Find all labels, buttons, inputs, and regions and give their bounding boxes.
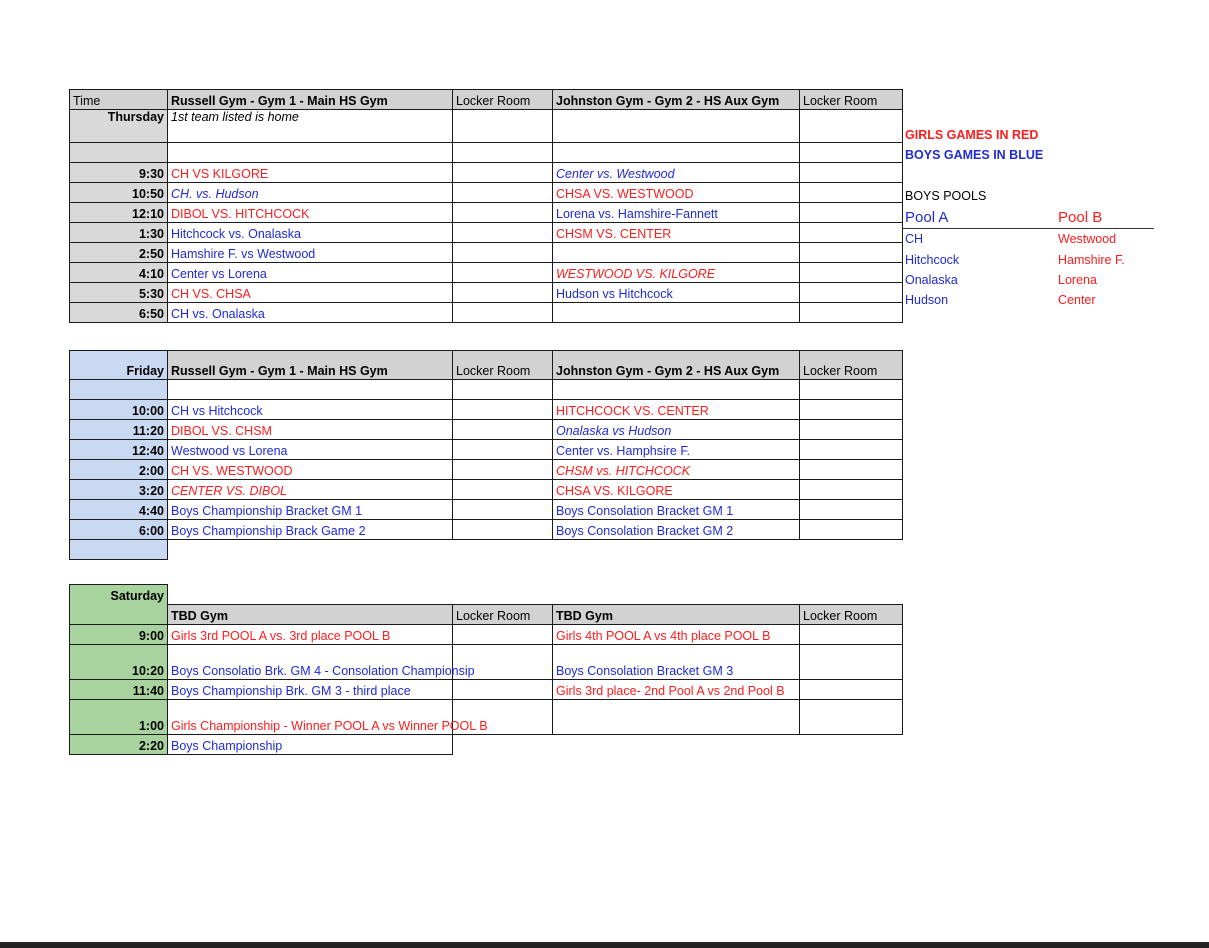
table-row [70,644,903,679]
thursday-schedule-table [69,89,903,323]
locker-cell [800,480,903,500]
locker-cell [800,520,903,540]
time-cell: 12:10 [70,203,168,223]
locker-cell [453,679,553,699]
table-row [70,303,903,323]
time-cell: 1:30 [70,223,168,243]
pool-b-team: Westwood [1058,232,1117,246]
locker-cell [453,223,553,243]
time-cell: 4:40 [70,500,168,520]
table-row [70,380,903,400]
gym2-column-header: Johnston Gym - Gym 2 - HS Aux Gym [553,90,800,110]
time-cell: 10:20 [70,644,168,679]
time-cell: 2:20 [70,734,168,754]
pool-b-team: Hamshire F. [1058,253,1125,267]
game-cell: Lorena vs. Hamshire-Fannett [553,203,800,223]
time-cell: 6:00 [70,520,168,540]
table-row [70,460,903,480]
pool-b-title: Pool B [1058,209,1103,226]
time-cell: 2:50 [70,243,168,263]
table-row [70,283,903,303]
girls-games-legend: GIRLS GAMES IN RED [905,128,1039,142]
time-cell [70,604,168,624]
friday-schedule-table [69,350,903,560]
locker-cell [800,500,903,520]
locker-cell [453,263,553,283]
locker-cell [453,500,553,520]
bottom-border-bar [0,942,1209,948]
locker-cell [800,283,903,303]
table-row [70,440,903,460]
time-cell: 6:50 [70,303,168,323]
table-row [70,263,903,283]
saturday-schedule-table [69,584,903,755]
time-cell: 10:50 [70,183,168,203]
game-cell: Hitchcock vs. Onalaska [168,223,453,243]
table-row [70,163,903,183]
game-cell: CH vs Hitchcock [168,400,453,420]
pool-b-team: Center [1058,293,1096,307]
locker-cell [800,420,903,440]
game-cell: CENTER VS. DIBOL [168,480,453,500]
game-cell: Center vs. Westwood [553,163,800,183]
time-cell: 2:00 [70,460,168,480]
game-cell: Girls 3rd POOL A vs. 3rd place POOL B [168,624,453,644]
game-cell: Boys Consolatio Brk. GM 4 - Consolation Championsip [168,644,453,679]
table-row [70,585,903,605]
locker-cell [800,203,903,223]
table-row [70,540,903,560]
boys-games-legend: BOYS GAMES IN BLUE [905,148,1044,162]
game-cell: Hamshire F. vs Westwood [168,243,453,263]
locker-cell [453,163,553,183]
game-cell [168,143,453,163]
gym2-column-header: Johnston Gym - Gym 2 - HS Aux Gym [553,351,800,380]
locker-cell [800,223,903,243]
table-row [70,500,903,520]
game-cell: Boys Consolation Bracket GM 3 [553,644,800,679]
game-cell: CH vs. Onalaska [168,303,453,323]
game-cell: CHSM vs. HITCHCOCK [553,460,800,480]
table-row [70,143,903,163]
locker-cell [800,183,903,203]
locker-cell [800,303,903,323]
game-cell: CHSM VS. CENTER [553,223,800,243]
time-cell [70,380,168,400]
locker-cell [453,624,553,644]
game-cell: Boys Championship Bracket GM 1 [168,500,453,520]
locker-cell [453,520,553,540]
game-cell: DIBOL VS. HITCHCOCK [168,203,453,223]
locker-cell [800,679,903,699]
game-cell: DIBOL VS. CHSM [168,420,453,440]
table-header-row [70,90,903,110]
locker1-column-header: Locker Room [453,90,553,110]
table-row [70,183,903,203]
game-cell: CH VS. CHSA [168,283,453,303]
locker-cell [453,400,553,420]
table-row [70,223,903,243]
table-row [70,734,903,754]
table-row [70,679,903,699]
game-cell: Boys Championship Brk. GM 3 - third place [168,679,453,699]
day-label: Thursday [70,110,168,143]
locker-cell [453,183,553,203]
locker-cell [800,644,903,679]
game-cell: Center vs Lorena [168,263,453,283]
game-cell [553,110,800,143]
locker-cell [453,243,553,263]
locker-cell [800,243,903,263]
game-cell [553,380,800,400]
time-cell: 12:40 [70,440,168,460]
home-team-note: 1st team listed is home [168,110,453,143]
locker-cell [453,203,553,223]
locker-cell [453,480,553,500]
pool-a-title: Pool A [905,209,949,226]
locker-cell [453,143,553,163]
game-cell: Girls 3rd place- 2nd Pool A vs 2nd Pool B [553,679,800,699]
gym2-column-header: TBD Gym [553,604,800,624]
table-row [70,624,903,644]
game-cell: CH VS KILGORE [168,163,453,183]
locker-cell [453,283,553,303]
locker2-column-header: Locker Room [800,90,903,110]
locker-cell [800,699,903,734]
table-row [70,203,903,223]
locker-cell [453,440,553,460]
locker-cell [800,110,903,143]
game-cell: Hudson vs Hitchcock [553,283,800,303]
time-cell [70,143,168,163]
pool-divider [902,228,1154,229]
locker-cell [453,110,553,143]
game-cell: CH VS. WESTWOOD [168,460,453,480]
locker1-column-header: Locker Room [453,351,553,380]
day-label: Saturday [70,585,168,605]
time-cell: 10:00 [70,400,168,420]
table-row [70,110,903,143]
locker-cell [453,420,553,440]
game-cell [553,699,800,734]
time-cell: 1:00 [70,699,168,734]
locker-cell [453,303,553,323]
game-cell: Girls 4th POOL A vs 4th place POOL B [553,624,800,644]
game-cell: CH. vs. Hudson [168,183,453,203]
table-row [70,520,903,540]
locker-cell [800,263,903,283]
locker2-column-header: Locker Room [800,604,903,624]
pool-a-team: CH [905,232,924,246]
locker-cell [453,460,553,480]
pool-a-team: Hudson [905,293,949,307]
game-cell: Center vs. Hamphsire F. [553,440,800,460]
game-cell: WESTWOOD VS. KILGORE [553,263,800,283]
game-cell [553,303,800,323]
locker-cell [800,380,903,400]
game-cell [553,143,800,163]
table-header-row [70,351,903,380]
table-row [70,699,903,734]
game-cell: CHSA VS. KILGORE [553,480,800,500]
pool-a-team: Onalaska [905,273,958,287]
table-header-row [70,604,903,624]
locker1-column-header: Locker Room [453,604,553,624]
time-cell [70,540,168,560]
time-cell: 3:20 [70,480,168,500]
game-cell [553,243,800,263]
game-cell: HITCHCOCK VS. CENTER [553,400,800,420]
locker-cell [453,380,553,400]
locker-cell [800,163,903,183]
game-cell: Boys Championship [168,734,453,754]
game-cell: CHSA VS. WESTWOOD [553,183,800,203]
locker-cell [800,440,903,460]
pool-b-team: Lorena [1058,273,1097,287]
pool-a-team: Hitchcock [905,253,960,267]
game-cell: Westwood vs Lorena [168,440,453,460]
gym1-column-header: Russell Gym - Gym 1 - Main HS Gym [168,90,453,110]
locker-cell [800,460,903,480]
day-label: Friday [70,351,168,380]
game-cell [168,380,453,400]
time-cell: 4:10 [70,263,168,283]
table-row [70,400,903,420]
time-cell: 9:00 [70,624,168,644]
time-cell: 5:30 [70,283,168,303]
game-cell: Onalaska vs Hudson [553,420,800,440]
locker2-column-header: Locker Room [800,351,903,380]
table-row [70,480,903,500]
table-row [70,243,903,263]
gym1-column-header: Russell Gym - Gym 1 - Main HS Gym [168,351,453,380]
locker-cell [800,143,903,163]
table-row [70,420,903,440]
game-cell: Boys Consolation Bracket GM 2 [553,520,800,540]
boys-pools-title: BOYS POOLS [905,189,987,203]
game-cell: Boys Championship Brack Game 2 [168,520,453,540]
locker-cell [800,400,903,420]
gym1-column-header: TBD Gym [168,604,453,624]
locker-cell [800,624,903,644]
time-cell: 11:40 [70,679,168,699]
game-cell: Boys Consolation Bracket GM 1 [553,500,800,520]
time-cell: 11:20 [70,420,168,440]
time-cell: 9:30 [70,163,168,183]
time-column-header: Time [70,90,168,110]
game-cell: Girls Championship - Winner POOL A vs Winner POOL B [168,699,453,734]
